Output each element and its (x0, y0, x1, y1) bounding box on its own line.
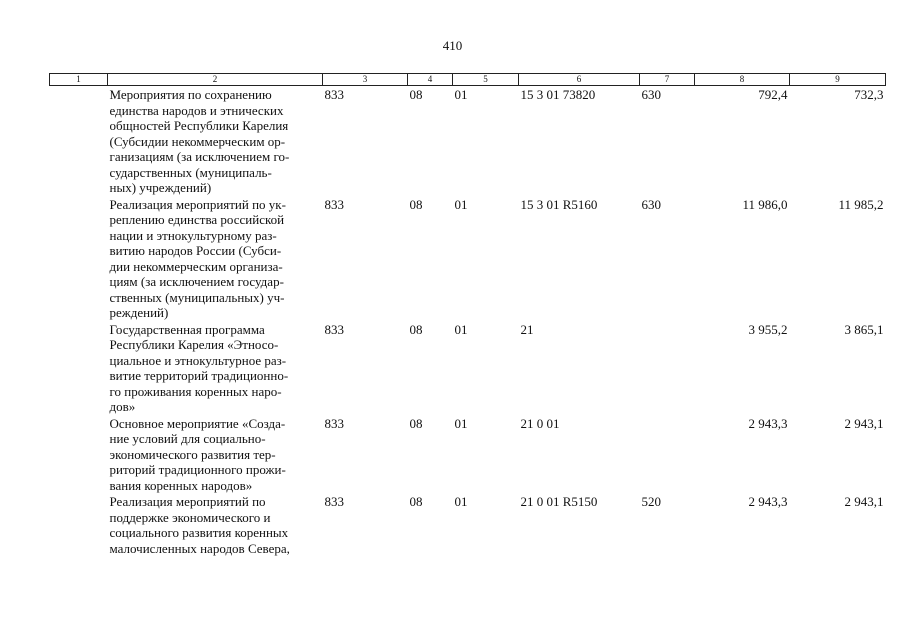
ministry-code-cell: 833 (324, 87, 344, 102)
section-code-cell: 08 (409, 415, 423, 431)
planned-amount-cell: 2 943,3 (748, 415, 788, 431)
ministry-code-cell: 833 (324, 494, 344, 509)
expense-type-cell: 630 (641, 196, 661, 212)
subsection-code-cell: 01 (454, 321, 468, 337)
planned-amount-cell: 2 943,3 (748, 494, 788, 509)
page-number: 410 (442, 38, 463, 53)
row-number-cell (50, 321, 108, 415)
target-article-cell: 15 3 01 R5160 (520, 196, 598, 212)
table-row (50, 86, 886, 196)
table-row (50, 493, 886, 556)
target-article-cell: 21 0 01 (520, 415, 560, 431)
actual-amount-cell: 3 865,1 (844, 321, 884, 337)
column-header-7: 7 (640, 74, 695, 86)
subsection-code-cell: 01 (454, 494, 468, 509)
section-code-cell: 08 (409, 87, 423, 102)
column-header-3: 3 (323, 74, 408, 86)
expense-type-cell (640, 321, 695, 415)
column-header-8: 8 (695, 74, 790, 86)
expense-name-cell: Основное мероприятие «Созда- ние условий для социально- экономического развития тер- риторий традиционного прожи- вания коренных народов» (109, 415, 286, 493)
expense-name-cell: Реализация мероприятий по поддержке экономического и социального развития коренных малочисленных народов Севера, (109, 494, 290, 556)
column-header-2: 2 (108, 74, 323, 86)
table-row (50, 415, 886, 494)
target-article-cell: 15 3 01 73820 (520, 87, 596, 102)
column-header-6: 6 (519, 74, 640, 86)
ministry-code-cell: 833 (324, 415, 344, 431)
section-code-cell: 08 (409, 321, 423, 337)
planned-amount-cell: 11 986,0 (742, 196, 788, 212)
row-number-cell (50, 196, 108, 321)
planned-amount-cell: 792,4 (758, 87, 788, 102)
subsection-code-cell: 01 (454, 87, 468, 102)
row-number-cell (50, 86, 108, 196)
row-number-cell (50, 493, 108, 556)
section-code-cell: 08 (409, 494, 423, 509)
expense-name-cell: Государственная программа Республики Карелия «Этносо- циальное и этнокультурное раз- витие территорий традиционно- го проживания коренных наро- дов» (109, 321, 289, 414)
column-header-9: 9 (790, 74, 886, 86)
actual-amount-cell: 11 985,2 (838, 196, 884, 212)
section-code-cell: 08 (409, 196, 423, 212)
table-row (50, 196, 886, 321)
budget-table (49, 73, 886, 556)
row-number-cell (50, 415, 108, 494)
expense-name-cell: Мероприятия по сохранению единства народов и этнических общностей Республики Карелия (Субсидии некоммерческим ор- ганизациям (за исключением го- сударственных (муниципаль- ных) учреждений) (109, 87, 290, 195)
target-article-cell: 21 0 01 R5150 (520, 494, 598, 509)
column-header-4: 4 (408, 74, 453, 86)
subsection-code-cell: 01 (454, 196, 468, 212)
expense-type-cell (640, 415, 695, 494)
ministry-code-cell: 833 (324, 321, 344, 337)
expense-name-cell: Реализация мероприятий по ук- реплению единства российской нации и этнокультурному раз- витию народов России (Субси- дии некоммерческим организа- циям (за исключением государ- ственных (муниципальных) уч- реждений) (109, 196, 286, 320)
planned-amount-cell: 3 955,2 (748, 321, 788, 337)
expense-type-cell: 630 (641, 87, 661, 102)
actual-amount-cell: 2 943,1 (844, 494, 884, 509)
actual-amount-cell: 732,3 (854, 87, 884, 102)
actual-amount-cell: 2 943,1 (844, 415, 884, 431)
column-header-1: 1 (50, 74, 108, 86)
expense-type-cell: 520 (641, 494, 661, 509)
ministry-code-cell: 833 (324, 196, 344, 212)
table-header-row (50, 74, 886, 86)
subsection-code-cell: 01 (454, 415, 468, 431)
table-row (50, 321, 886, 415)
target-article-cell: 21 (520, 321, 534, 337)
column-header-5: 5 (453, 74, 519, 86)
